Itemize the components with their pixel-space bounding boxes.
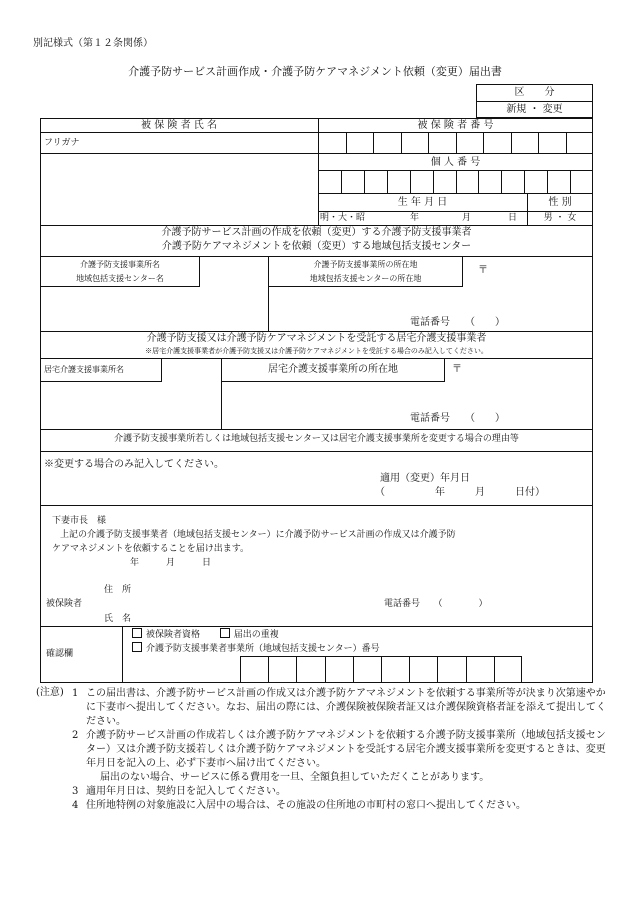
support-addr-label1: 介護予防支援事業所の所在地	[313, 260, 418, 269]
note-1: この届出書は、介護予防サービス計画の作成又は介護予防ケアマネジメントを依頼する事業所等が決まり次第速やかに下妻市へ提出してください。なお、届出の際には、介護保険被保険者証又は介護保険資格者証を添えて提出してください。	[86, 688, 606, 727]
insured-number-divider	[511, 132, 512, 153]
home-postal-mark: 〒	[452, 364, 462, 375]
note-4: 住所地特例の対象施設に入居中の場合は、その施設の住所地の市町村の窓口へ提出してください。	[86, 800, 526, 811]
furigana-label: フリガナ	[44, 138, 80, 148]
home-name-field[interactable]	[44, 385, 218, 425]
note-2b: 届出のない場合、サービスに係る費用を一旦、全額負担していただくことがあります。	[100, 772, 490, 783]
personal-number-divider	[570, 170, 571, 193]
insured-number-divider	[483, 132, 484, 153]
kubun-label: 区 分	[514, 87, 555, 98]
change-reason-header: 介護予防支援事業所若しくは地域包括支援センター又は居宅介護支援事業所を変更する場合の理由等	[114, 434, 519, 444]
effective-date-label: 適用（変更）年月日	[380, 473, 470, 484]
confirm-check-duplicate[interactable]	[220, 628, 230, 638]
support-name-label2: 地域包括支援センター名	[76, 274, 164, 283]
effective-date-value[interactable]: （ 年 月 日付）	[375, 487, 545, 498]
office-number-divider	[409, 656, 410, 683]
support-phone[interactable]: 電話番号 （ ）	[410, 317, 505, 328]
support-addr-field[interactable]	[272, 290, 588, 314]
support-name-label1: 介護予防支援事業所名	[80, 260, 160, 269]
insured-number-divider	[373, 132, 374, 153]
office-number-divider	[296, 656, 297, 683]
personal-number-divider	[524, 170, 525, 193]
signer-name-field[interactable]	[150, 610, 370, 624]
personal-number-divider	[547, 170, 548, 193]
support-postal-mark: 〒	[478, 265, 488, 276]
change-only-note: ※変更する場合のみ記入してください。	[44, 459, 224, 470]
sex-header: 性 別	[548, 197, 572, 208]
office-number-divider	[466, 656, 467, 683]
insured-label: 被保険者	[46, 599, 83, 609]
office-number-divider	[381, 656, 382, 683]
insured-name-field[interactable]	[44, 156, 314, 222]
signer-phone[interactable]: 電話番号 （ ）	[384, 599, 488, 609]
office-number-divider	[437, 656, 438, 683]
office-number-divider	[353, 656, 354, 683]
support-name-field[interactable]	[44, 290, 264, 328]
insured-number-divider	[538, 132, 539, 153]
address-label: 住 所	[104, 585, 132, 595]
confirm-row2	[132, 642, 380, 655]
note-3: 適用年月日は、契約日を記入してください。	[86, 786, 286, 797]
signer-name-label: 氏 名	[104, 614, 132, 624]
insured-number-divider	[401, 132, 402, 153]
birth-day-unit: 日	[508, 213, 518, 223]
support-section-line1: 介護予防サービス計画の作成を依頼（変更）する介護予防支援事業者	[161, 227, 472, 238]
home-addr-label: 居宅介護支援事業所の所在地	[268, 364, 398, 375]
personal-number-divider	[433, 170, 434, 193]
home-addr-field[interactable]	[225, 385, 589, 409]
insured-number-divider	[456, 132, 457, 153]
office-number-divider	[494, 656, 495, 683]
personal-number-divider	[478, 170, 479, 193]
insured-number-header: 被 保 険 者 番 号	[417, 120, 494, 131]
notes-label: (注意)	[36, 687, 64, 698]
support-section-line2: 介護予防ケアマネジメントを依頼（変更）する地域包括支援センター	[161, 241, 472, 252]
signer-address-field[interactable]	[150, 580, 370, 594]
office-number-divider	[268, 656, 269, 683]
home-name-label: 居宅介護支援事業所名	[44, 365, 124, 374]
insured-number-divider	[566, 132, 567, 153]
confirm-check-qualification[interactable]	[132, 628, 142, 638]
home-section-note: ※居宅介護支援事業者が介護予防支援又は介護予防ケアマネジメントを受託する場合のみ記入してください。	[145, 347, 488, 355]
confirm-item2: 届出の重複	[233, 630, 279, 640]
personal-number-divider	[341, 170, 342, 193]
era-options[interactable]: 明・大・昭	[320, 213, 366, 223]
note-2: 介護予防サービス計画の作成若しくは介護予防ケアマネジメントを依頼する介護予防支援事業所（地域包括支援センター）又は介護予防支援若しくは介護予防ケアマネジメントを受託する居宅介護支援事業所を変更するときは、変更年月日を記入の上、必ず下妻市へ届け出てください。	[86, 730, 606, 769]
kubun-value[interactable]: 新規 ・ 変更	[506, 104, 563, 115]
personal-number-divider	[364, 170, 365, 193]
sex-options[interactable]: 男 ・ 女	[543, 213, 577, 223]
birth-year-unit: 年	[410, 213, 420, 223]
home-section-line1: 介護予防支援又は介護予防ケアマネジメントを受託する居宅介護支援事業者	[146, 333, 487, 344]
support-addr-label2: 地域包括支援センターの所在地	[309, 274, 422, 283]
form-title: 介護予防サービス計画作成・介護予防ケアマネジメント依頼（変更）届出書	[128, 65, 502, 78]
declaration-date[interactable]: 年 月 日	[130, 558, 212, 568]
personal-number-divider	[387, 170, 388, 193]
furigana-field[interactable]	[100, 134, 315, 152]
insured-number-divider	[346, 132, 347, 153]
annex-label: 別記様式（第１２条関係）	[33, 38, 153, 49]
personal-number-divider	[456, 170, 457, 193]
personal-number-divider	[410, 170, 411, 193]
confirm-row1	[132, 628, 279, 641]
birthdate-header: 生 年 月 日	[397, 197, 448, 208]
notes: 1 この届出書は、介護予防サービス計画の作成又は介護予防ケアマネジメントを依頼する事業所等が決まり次第速やかに下妻市へ提出してください。なお、届出の際には、介護保険被保険者証又は介護保険資格者証を添えて提出してください。 2 介護予防サービス計画の作成若しくは介護予防ケアマネジメントを依頼する介護予防支援事業所（地域包括支援センター）又は介護予防支援若しくは介護予防ケアマネジメントを受託する居宅介護支援事業所を変更するときは、変更年月日を記入の上、必ず下妻市へ届け出てください。 届出のない場合、サービスに係る費用を一旦、全額負担していただくことがあります。 3 適用年月日は、契約日を記入してください。 4 住所地特例の対象施設に入居中の場合は、その施設の住所地の市町村の窓口へ提出してください。	[36, 687, 606, 813]
personal-number-divider	[501, 170, 502, 193]
office-number-divider	[325, 656, 326, 683]
confirm-check-office-number[interactable]	[132, 642, 142, 652]
home-phone[interactable]: 電話番号 （ ）	[410, 413, 505, 424]
addressee: 下妻市長 様	[52, 516, 107, 526]
declaration-text1: 上記の介護予防支援事業者（地域包括支援センター）に介護予防サービス計画の作成又は介護予防	[60, 530, 456, 540]
confirm-item3: 介護予防支援事業者事業所（地域包括支援センター）番号	[146, 644, 380, 654]
declaration-text2: ケアマネジメントを依頼することを届け出ます。	[52, 544, 250, 554]
personal-number-header: 個 人 番 号	[430, 157, 481, 168]
birth-month-unit: 月	[462, 213, 472, 223]
insured-name-header: 被 保 険 者 氏 名	[141, 120, 217, 131]
confirm-item1: 被保険者資格	[146, 630, 201, 640]
insured-number-divider	[428, 132, 429, 153]
confirm-label: 確認欄	[46, 649, 74, 659]
